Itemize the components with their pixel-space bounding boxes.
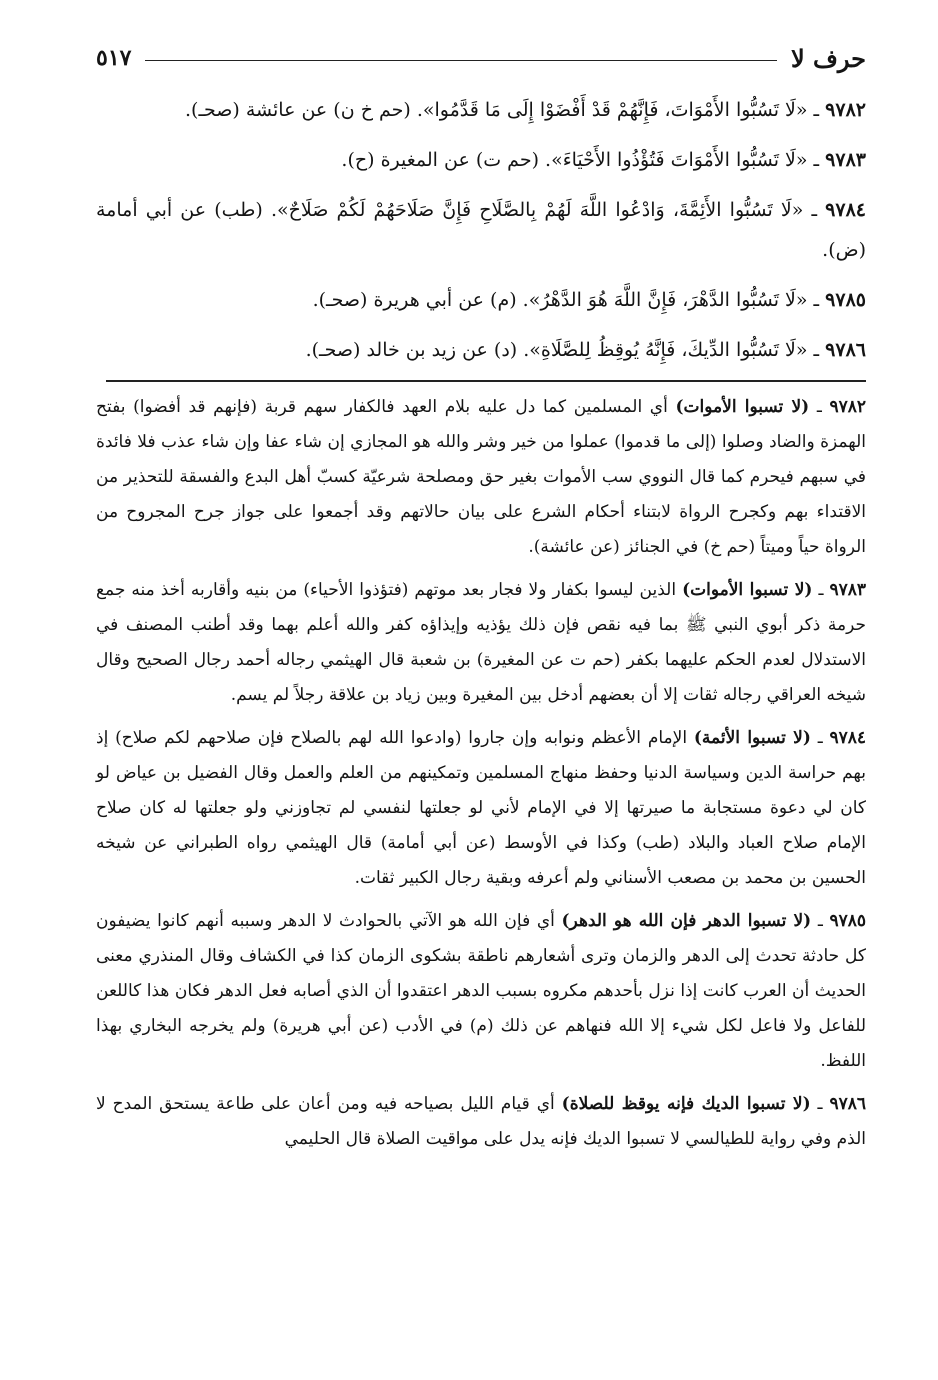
commentary-section [96, 390, 866, 1157]
commentary-number: ٩٧٨٣ [829, 580, 866, 600]
commentary-entry: ٩٧٨٦ ـ (لا تسبوا الديك فإنه يوقظ للصلاة) أي قيام الليل بصياحه فيه ومن أعان على طاعة يستحق المدح لا الذم وفي رواية للطيالسي لا تسبوا الديك فإنه يدل على مواقيت الصلاة قال الحليمي [96, 1094, 866, 1149]
commentary-text: أي المسلمين كما دل عليه بلام العهد فالكفار سهم قربة (فإنهم قد أفضوا) بفتح الهمزة والضاد وصلوا (إلى ما قدموا) عملوا من خير وشر والله هو المجازي إن شاء عفا وإن شاء عذب فلا فائدة في سبهم فيحرم كما قال النووي سب الأموات بغير حق ومصلحة شرعيّة كسبّ أهل البدع والفسقة للتحذير من الاقتداء بهم وكجرح الرواة لابتناء أحكام الشرع على بيان حالاتهم وقد أجمعوا على جواز جرح المجروح من الرواة حياً وميتاً (حم خ) في الجنائز (عن عائشة). [96, 397, 866, 557]
commentary-entry: ٩٧٨٢ ـ (لا تسبوا الأموات) أي المسلمين كما دل عليه بلام العهد فالكفار سهم قربة (فإنهم قد أفضوا) بفتح الهمزة والضاد وصلوا (إلى ما قدموا) عملوا من خير وشر والله هو المجازي إن شاء عفا وإن شاء عذب فلا فائدة في سبهم فيحرم كما قال النووي سب الأموات بغير حق ومصلحة شرعيّة كسبّ أهل البدع والفسقة للتحذير من الاقتداء بهم وكجرح الرواة لابتناء أحكام الشرع على بيان حالاتهم وقد أجمعوا على جواز جرح المجروح من الرواة حياً وميتاً (حم خ) في الجنائز (عن عائشة). [96, 397, 866, 557]
footnote-separator [106, 380, 866, 382]
commentary-number: ٩٧٨٥ [829, 911, 866, 931]
commentary-text: أي قيام الليل بصياحه فيه ومن أعان على طاعة يستحق المدح لا الذم وفي رواية للطيالسي لا تسبوا الديك فإنه يدل على مواقيت الصلاة قال الحليمي [96, 1094, 866, 1149]
hadith-text: «لَا تَسُبُّوا الأَمْوَاتَ فَتُؤْذُوا الأَحْيَاءَ». (حم ت) عن المغيرة (ح). [341, 149, 808, 171]
hadith-list [96, 90, 866, 370]
commentary-number: ٩٧٨٦ [829, 1094, 866, 1114]
hadith-number: ٩٧٨٣ [825, 149, 866, 171]
hadith-entry: ٩٧٨٥ ـ «لَا تَسُبُّوا الدَّهْرَ، فَإِنَّ اللَّهَ هُوَ الدَّهْرُ». (م) عن أبي هريرة (صحـ). [312, 289, 866, 311]
hadith-number: ٩٧٨٦ [825, 339, 866, 361]
commentary-lemma: (لا تسبوا الدهر فإن الله هو الدهر) [561, 911, 812, 931]
hadith-number: ٩٧٨٥ [825, 289, 866, 311]
page-number: ٥١٧ [96, 45, 132, 71]
hadith-text: «لَا تَسُبُّوا الدِّيكَ، فَإِنَّهُ يُوقِظُ لِلصَّلَاةِ». (د) عن زيد بن خالد (صحـ). [305, 339, 808, 361]
commentary-lemma: (لا تسبوا الديك فإنه يوقظ للصلاة) [561, 1094, 811, 1114]
commentary-number: ٩٧٨٤ [829, 728, 867, 748]
commentary-number: ٩٧٨٢ [829, 397, 866, 417]
commentary-entry: ٩٧٨٤ ـ (لا تسبوا الأئمة) الإمام الأعظم ونوابه وإن جاروا (وادعوا الله لهم بالصلاح فإن صلاحهم لكم صلاح) إذ بهم حراسة الدين وسياسة الدنيا وحفظ منهاج المسلمين وتمكينهم من العلم والعمل وقال الفضيل بن عياض لو كان لي دعوة مستجابة ما صيرتها إلا في الإمام لأني لو جعلتها لنفسي لم تجاوزني ولو جعلتها له كان صلاح الإمام صلاح العباد والبلاد (طب) وكذا في الأوسط (عن أبي أمامة) قال الهيثمي رواه الطبراني عن شيخه الحسين بن محمد بن مصعب الأسناني ولم أعرفه وبقية رجال الكبير ثقات. [96, 728, 867, 888]
commentary-entry: ٩٧٨٥ ـ (لا تسبوا الدهر فإن الله هو الدهر) أي فإن الله هو الآتي بالحوادث لا الدهر وسببه أنهم كانوا يضيفون كل حادثة تحدث إلى الدهر والزمان وترى أشعارهم ناطقة بشكوى الزمان كذا في الكشاف وقال المنذري معنى الحديث أن العرب كانت إذا نزل بأحدهم مكروه بسبب الدهر اعتقدوا أن الذي أصابه فعل الدهر فكان هذا كاللعن للفاعل ولا فاعل لكل شيء إلا الله فنهاهم عن ذلك (م) في الأدب (عن أبي هريرة) ولم يخرجه البخاري بهذا اللفظ. [96, 911, 866, 1071]
hadith-text: «لَا تَسُبُّوا الدَّهْرَ، فَإِنَّ اللَّهَ هُوَ الدَّهْرُ». (م) عن أبي هريرة (صحـ). [312, 289, 808, 311]
commentary-text: الذين ليسوا بكفار ولا فجار بعد موتهم (فتؤذوا الأحياء) من بنيه وأقاربه أخذ منه جمع حرمة ذكر أبوي النبي ﷺ بما فيه نقص فإن ذلك يؤذيه وإيذاؤه كفر والله أعلم بهما وقد أطنب المصنف في الاستدلال لعدم الحكم عليهما بكفر (حم ت عن المغيرة) بن شعبة قال الهيثمي رجاله أحمد رجال الصحيح وقال شيخه العراقي رجاله ثقات إلا أن بعضهم أدخل بين المغيرة وبين زياد بن علاقة رجلاً لم يسم. [96, 580, 866, 705]
hadith-entry: ٩٧٨٣ ـ «لَا تَسُبُّوا الأَمْوَاتَ فَتُؤْذُوا الأَحْيَاءَ». (حم ت) عن المغيرة (ح). [341, 149, 866, 171]
hadith-number: ٩٧٨٢ [825, 99, 866, 121]
commentary-text: أي فإن الله هو الآتي بالحوادث لا الدهر وسببه أنهم كانوا يضيفون كل حادثة تحدث إلى الدهر والزمان وترى أشعارهم ناطقة بشكوى الزمان كذا في الكشاف وقال المنذري معنى الحديث أن العرب كانت إذا نزل بأحدهم مكروه بسبب الدهر اعتقدوا أن الذي أصابه فعل الدهر فكان هذا كاللعن للفاعل ولا فاعل لكل شيء إلا الله فنهاهم عن ذلك (م) في الأدب (عن أبي هريرة) ولم يخرجه البخاري بهذا اللفظ. [96, 911, 866, 1071]
hadith-text: «لَا تَسُبُّوا الأَئِمَّةَ، وَادْعُوا اللَّهَ لَهُمْ بِالصَّلَاحِ فَإِنَّ صَلَاحَهُمْ لَكُمْ صَلَاحٌ». (طب) عن أبي أمامة (ض). [96, 199, 866, 261]
hadith-entry: ٩٧٨٤ ـ «لَا تَسُبُّوا الأَئِمَّةَ، وَادْعُوا اللَّهَ لَهُمْ بِالصَّلَاحِ فَإِنَّ صَلَاحَهُمْ لَكُمْ صَلَاحٌ». (طب) عن أبي أمامة (ض). [96, 199, 866, 261]
commentary-lemma: (لا تسبوا الأئمة) [693, 728, 811, 748]
page [96, 40, 866, 1165]
chapter-title: حرف لا [791, 43, 866, 73]
hadith-number: ٩٧٨٤ [825, 199, 866, 221]
hadith-text: «لَا تَسُبُّوا الأَمْوَاتَ، فَإِنَّهُمْ قَدْ أَفْضَوْا إِلَى مَا قَدَّمُوا». (حم خ ن) عن عائشة (صحـ). [185, 99, 808, 121]
header-rule [145, 60, 777, 61]
commentary-lemma: (لا تسبوا الأموات) [675, 397, 810, 417]
hadith-entry: ٩٧٨٢ ـ «لَا تَسُبُّوا الأَمْوَاتَ، فَإِنَّهُمْ قَدْ أَفْضَوْا إِلَى مَا قَدَّمُوا». (حم خ ن) عن عائشة (صحـ). [185, 99, 866, 121]
hadith-entry: ٩٧٨٦ ـ «لَا تَسُبُّوا الدِّيكَ، فَإِنَّهُ يُوقِظُ لِلصَّلَاةِ». (د) عن زيد بن خالد (صحـ). [305, 339, 866, 361]
commentary-lemma: (لا تسبوا الأموات) [682, 580, 813, 600]
commentary-text: الإمام الأعظم ونوابه وإن جاروا (وادعوا الله لهم بالصلاح فإن صلاحهم لكم صلاح) إذ بهم حراسة الدين وسياسة الدنيا وحفظ منهاج المسلمين وتمكينهم من العلم والعمل وقال الفضيل بن عياض لو كان لي دعوة مستجابة ما صيرتها إلا في الإمام لأني لو جعلتها لنفسي لم تجاوزني ولو جعلتها له كان صلاح الإمام صلاح العباد والبلاد (طب) وكذا في الأوسط (عن أبي أمامة) قال الهيثمي رواه الطبراني عن شيخه الحسين بن محمد بن مصعب الأسناني ولم أعرفه وبقية رجال الكبير ثقات. [96, 728, 866, 888]
commentary-entry: ٩٧٨٣ ـ (لا تسبوا الأموات) الذين ليسوا بكفار ولا فجار بعد موتهم (فتؤذوا الأحياء) من بنيه وأقاربه أخذ منه جمع حرمة ذكر أبوي النبي ﷺ بما فيه نقص فإن ذلك يؤذيه وإيذاؤه كفر والله أعلم بهما وقد أطنب المصنف في الاستدلال لعدم الحكم عليهما بكفر (حم ت عن المغيرة) بن شعبة قال الهيثمي رجاله أحمد رجال الصحيح وقال شيخه العراقي رجاله ثقات إلا أن بعضهم أدخل بين المغيرة وبين زياد بن علاقة رجلاً لم يسم. [96, 580, 866, 705]
page-header [96, 40, 866, 76]
